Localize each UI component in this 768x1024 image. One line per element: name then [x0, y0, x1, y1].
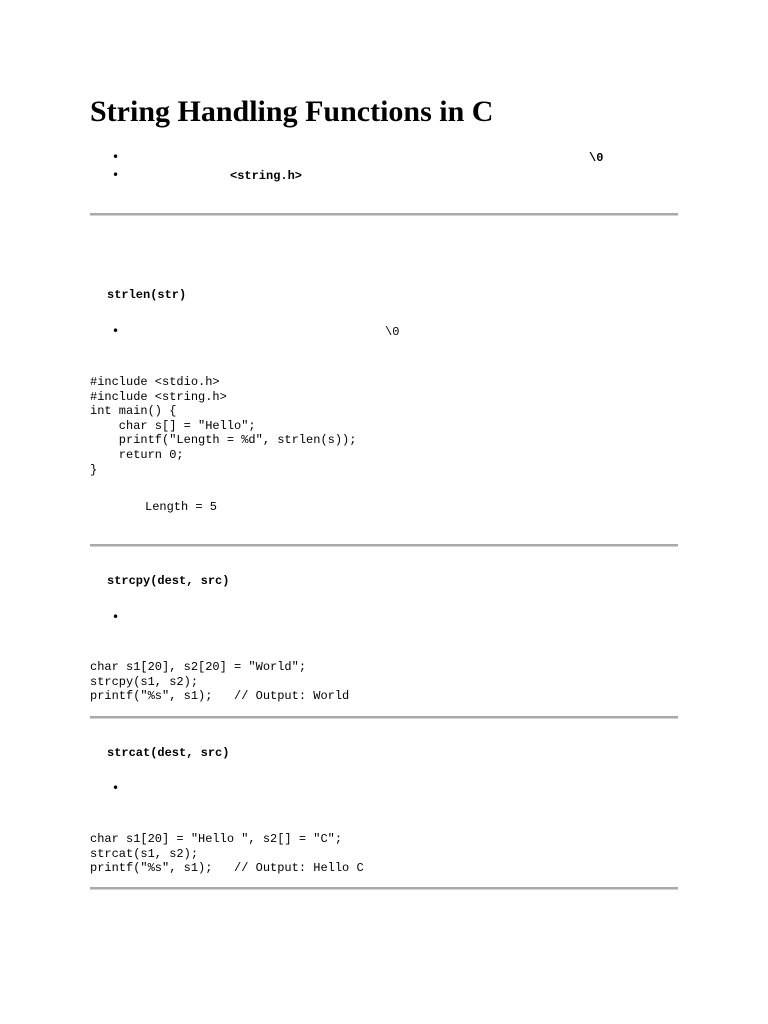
- code-block-strcpy: char s1[20], s2[20] = "World"; strcpy(s1, s2); printf("%s", s1); // Output: World: [90, 660, 350, 704]
- section-heading-strlen: strlen(str): [107, 288, 187, 302]
- divider: [90, 887, 678, 890]
- bullet-icon: •: [112, 781, 120, 795]
- bullet-icon: •: [112, 610, 120, 624]
- inline-code: \0: [589, 151, 604, 165]
- code-block-strlen: #include <stdio.h> #include <string.h> int main() { char s[] = "Hello"; printf("Length = %d", strlen(s)); return 0; }: [90, 375, 357, 477]
- divider: [90, 544, 678, 547]
- bullet-icon: •: [112, 150, 120, 164]
- divider: [90, 213, 678, 216]
- inline-code: <string.h>: [230, 169, 303, 183]
- bullet-icon: •: [112, 324, 120, 338]
- bullet-icon: •: [112, 168, 120, 182]
- divider: [90, 716, 678, 719]
- section-heading-strcat: strcat(dest, src): [107, 746, 230, 760]
- section-heading-strcpy: strcpy(dest, src): [107, 574, 230, 588]
- page-title: String Handling Functions in C: [90, 95, 494, 128]
- code-block-strcat: char s1[20] = "Hello ", s2[] = "C"; strcat(s1, s2); printf("%s", s1); // Output: Hello C: [90, 832, 364, 876]
- output-text: Length = 5: [145, 500, 218, 514]
- inline-code: \0: [385, 325, 400, 339]
